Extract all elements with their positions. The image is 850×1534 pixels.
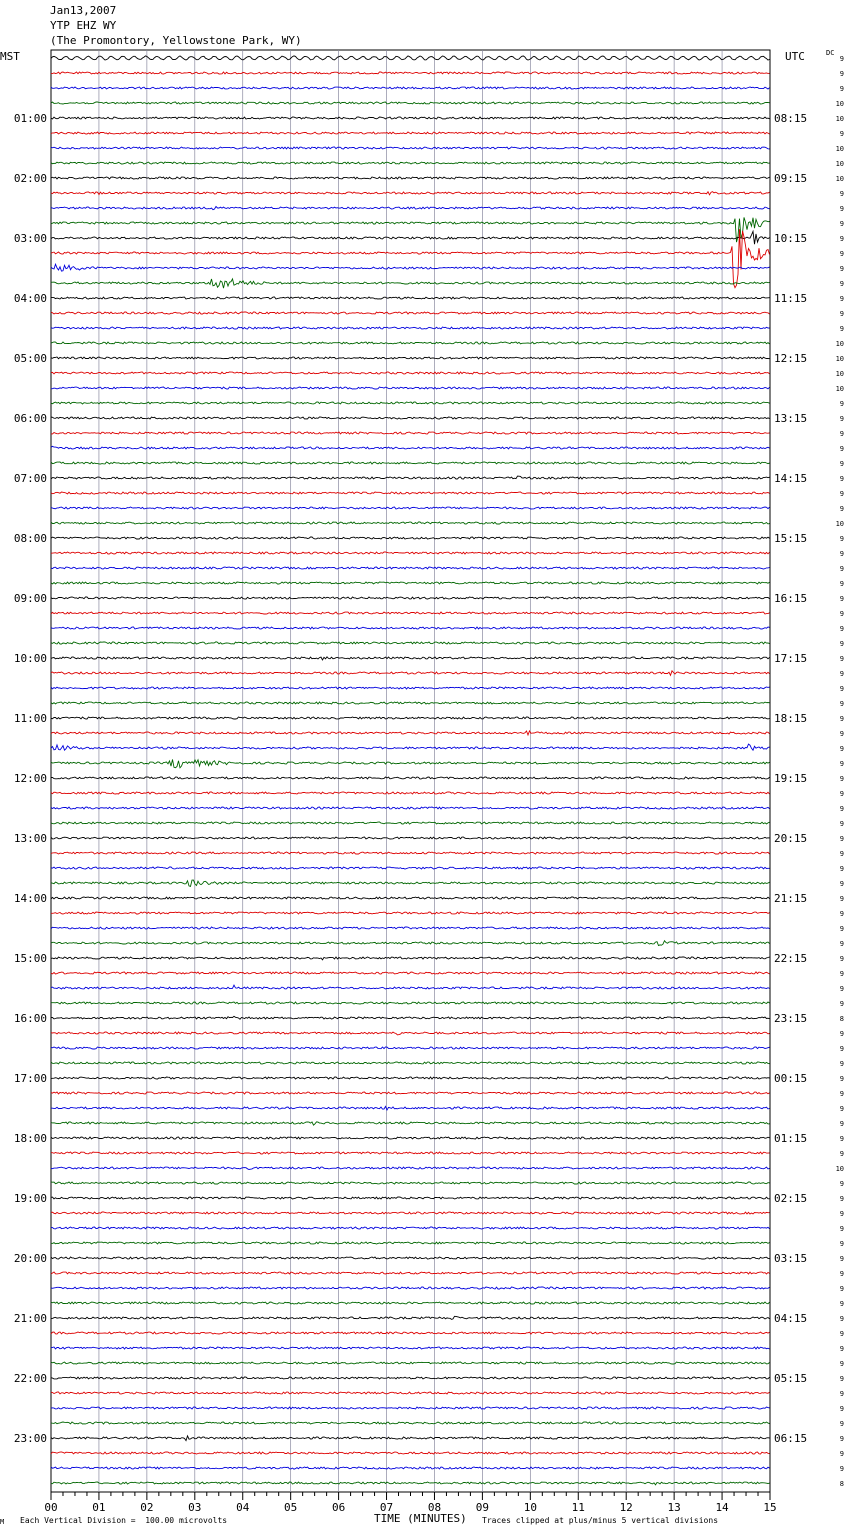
dc-offset-value: 9 bbox=[839, 1330, 844, 1338]
dc-offset-value: 9 bbox=[839, 265, 844, 273]
dc-offset-value: 9 bbox=[839, 790, 844, 798]
dc-offset-value: 9 bbox=[839, 610, 844, 618]
dc-offset-value: 9 bbox=[839, 1075, 844, 1083]
dc-offset-value: 9 bbox=[839, 1180, 844, 1188]
seismic-trace bbox=[51, 760, 770, 768]
dc-offset-value: 9 bbox=[839, 565, 844, 573]
dc-offset-value: 9 bbox=[839, 250, 844, 258]
seismic-trace bbox=[51, 822, 770, 824]
seismic-trace bbox=[51, 297, 770, 299]
seismic-trace bbox=[51, 327, 770, 329]
left-time-label: 05:00 bbox=[13, 352, 47, 365]
dc-offset-value: 9 bbox=[839, 760, 844, 768]
seismic-trace bbox=[51, 537, 770, 539]
plot-date: Jan13,2007 bbox=[50, 4, 117, 17]
dc-offset-value: 9 bbox=[839, 130, 844, 138]
right-time-label: 16:15 bbox=[774, 592, 808, 605]
dc-offset-value: 9 bbox=[839, 1285, 844, 1293]
seismic-trace bbox=[51, 1362, 770, 1364]
dc-offset-value: 9 bbox=[839, 1195, 844, 1203]
x-tick-label: 13 bbox=[667, 1501, 681, 1514]
dc-offset-value: 9 bbox=[839, 85, 844, 93]
left-time-label: 09:00 bbox=[13, 592, 47, 605]
seismic-trace bbox=[51, 476, 770, 479]
seismic-trace bbox=[51, 744, 770, 750]
right-time-label: 04:15 bbox=[774, 1312, 808, 1325]
seismic-trace bbox=[51, 867, 770, 869]
corner-mark: M bbox=[0, 1518, 5, 1526]
seismic-trace bbox=[51, 777, 770, 779]
left-time-label: 10:00 bbox=[13, 652, 47, 665]
dc-offset-value: 9 bbox=[839, 535, 844, 543]
seismic-trace bbox=[51, 117, 770, 119]
seismic-trace bbox=[51, 1392, 770, 1394]
dc-offset-value: 9 bbox=[839, 850, 844, 858]
seismic-trace bbox=[51, 1152, 770, 1154]
seismic-trace bbox=[51, 1467, 770, 1469]
dc-offset-value: 9 bbox=[839, 955, 844, 963]
seismic-trace bbox=[51, 1137, 770, 1139]
dc-offset-value: 9 bbox=[839, 190, 844, 198]
seismic-trace bbox=[51, 1197, 770, 1199]
seismic-trace bbox=[51, 312, 770, 314]
seismic-trace bbox=[51, 941, 770, 946]
dc-offset-value: 9 bbox=[839, 1405, 844, 1413]
seismic-trace bbox=[51, 507, 770, 509]
dc-offset-value: 9 bbox=[839, 1390, 844, 1398]
dc-offset-value: 9 bbox=[839, 505, 844, 513]
dc-header-label: DC bbox=[826, 49, 835, 57]
dc-offset-value: 9 bbox=[839, 550, 844, 558]
dc-offset-value: 10 bbox=[835, 370, 844, 378]
dc-offset-value: 9 bbox=[839, 1375, 844, 1383]
dc-offset-value: 9 bbox=[839, 835, 844, 843]
dc-offset-value: 10 bbox=[835, 1165, 844, 1173]
seismic-trace bbox=[51, 657, 770, 660]
seismic-trace bbox=[51, 132, 770, 134]
x-tick-label: 02 bbox=[140, 1501, 154, 1514]
dc-offset-value: 9 bbox=[839, 1225, 844, 1233]
seismic-trace bbox=[51, 972, 770, 974]
seismic-trace bbox=[51, 582, 770, 584]
dc-offset-value: 9 bbox=[839, 715, 844, 723]
seismic-trace bbox=[51, 612, 770, 614]
dc-offset-value: 9 bbox=[839, 880, 844, 888]
seismic-trace bbox=[51, 1422, 770, 1424]
seismic-trace bbox=[51, 192, 770, 195]
left-time-label: 15:00 bbox=[13, 952, 47, 965]
right-time-label: 06:15 bbox=[774, 1432, 808, 1445]
seismic-trace bbox=[51, 1122, 770, 1125]
x-tick-label: 15 bbox=[763, 1501, 777, 1514]
dc-offset-value: 9 bbox=[839, 1105, 844, 1113]
seismic-trace bbox=[51, 1092, 770, 1094]
seismic-trace bbox=[51, 642, 770, 644]
seismic-trace bbox=[51, 387, 770, 389]
seismic-trace bbox=[51, 687, 770, 689]
seismic-trace bbox=[51, 1482, 770, 1485]
seismic-trace bbox=[51, 162, 770, 164]
x-tick-label: 05 bbox=[284, 1501, 298, 1514]
seismic-trace bbox=[51, 717, 770, 719]
seismic-trace bbox=[51, 1332, 770, 1334]
seismic-trace bbox=[51, 897, 770, 899]
dc-offset-value: 9 bbox=[839, 670, 844, 678]
dc-offset-value: 9 bbox=[839, 235, 844, 243]
seismic-trace bbox=[51, 492, 770, 494]
seismic-trace bbox=[51, 147, 770, 149]
seismic-trace bbox=[51, 432, 770, 434]
seismic-trace bbox=[51, 957, 770, 960]
right-time-label: 13:15 bbox=[774, 412, 808, 425]
scale-note: Each Vertical Division = 100.00 microvolts bbox=[20, 1516, 228, 1525]
seismic-trace bbox=[51, 627, 770, 629]
right-time-label: 18:15 bbox=[774, 712, 808, 725]
dc-offset-value: 9 bbox=[839, 805, 844, 813]
dc-offset-value: 10 bbox=[835, 100, 844, 108]
seismic-trace bbox=[51, 702, 770, 704]
dc-offset-value: 9 bbox=[839, 700, 844, 708]
dc-offset-value: 9 bbox=[839, 430, 844, 438]
seismic-trace bbox=[51, 417, 770, 419]
seismic-trace bbox=[51, 522, 770, 524]
dc-offset-value: 9 bbox=[839, 1060, 844, 1068]
dc-offset-value: 9 bbox=[839, 685, 844, 693]
seismic-trace bbox=[51, 985, 770, 989]
dc-offset-value: 9 bbox=[839, 1270, 844, 1278]
dc-offset-value: 9 bbox=[839, 415, 844, 423]
seismic-trace bbox=[51, 177, 770, 179]
left-time-label: 16:00 bbox=[13, 1012, 47, 1025]
left-time-label: 12:00 bbox=[13, 772, 47, 785]
seismic-trace bbox=[51, 880, 770, 886]
seismic-trace bbox=[51, 1257, 770, 1259]
x-tick-label: 03 bbox=[188, 1501, 202, 1514]
seismic-trace bbox=[51, 1377, 770, 1379]
left-time-label: 20:00 bbox=[13, 1252, 47, 1265]
seismic-trace bbox=[51, 1106, 770, 1110]
dc-offset-value: 9 bbox=[839, 1090, 844, 1098]
seismic-trace bbox=[51, 279, 770, 288]
dc-offset-value: 10 bbox=[835, 340, 844, 348]
x-axis-title: TIME (MINUTES) bbox=[374, 1512, 467, 1525]
dc-offset-value: 9 bbox=[839, 820, 844, 828]
dc-offset-value: 9 bbox=[839, 445, 844, 453]
dc-offset-value: 9 bbox=[839, 1300, 844, 1308]
dc-offset-value: 9 bbox=[839, 295, 844, 303]
seismic-trace bbox=[51, 1347, 770, 1349]
right-time-label: 14:15 bbox=[774, 472, 808, 485]
left-time-label: 02:00 bbox=[13, 172, 47, 185]
seismic-trace bbox=[51, 852, 770, 854]
dc-offset-value: 9 bbox=[839, 1360, 844, 1368]
seismic-trace bbox=[51, 1452, 770, 1454]
dc-offset-value: 9 bbox=[839, 910, 844, 918]
right-time-label: 21:15 bbox=[774, 892, 808, 905]
dc-offset-value: 9 bbox=[839, 940, 844, 948]
seismic-trace bbox=[51, 372, 770, 374]
dc-offset-value: 10 bbox=[835, 520, 844, 528]
seismic-trace bbox=[51, 264, 770, 271]
dc-offset-value: 9 bbox=[839, 640, 844, 648]
left-time-label: 14:00 bbox=[13, 892, 47, 905]
seismic-trace bbox=[51, 792, 770, 794]
seismic-trace bbox=[51, 1167, 770, 1170]
right-time-label: 15:15 bbox=[774, 532, 808, 545]
seismic-trace bbox=[51, 342, 770, 344]
dc-offset-value: 9 bbox=[839, 1210, 844, 1218]
seismic-trace bbox=[51, 927, 770, 929]
dc-offset-value: 9 bbox=[839, 205, 844, 213]
seismic-trace bbox=[51, 1182, 770, 1184]
right-time-label: 23:15 bbox=[774, 1012, 808, 1025]
left-time-label: 06:00 bbox=[13, 412, 47, 425]
seismic-trace bbox=[51, 1316, 770, 1319]
seismic-trace bbox=[51, 1002, 770, 1004]
dc-offset-value: 9 bbox=[839, 325, 844, 333]
seismic-trace bbox=[51, 1407, 770, 1409]
x-tick-label: 10 bbox=[523, 1501, 537, 1514]
seismic-trace bbox=[51, 462, 770, 464]
dc-offset-value: 9 bbox=[839, 925, 844, 933]
left-time-label: 01:00 bbox=[13, 112, 47, 125]
right-time-label: 12:15 bbox=[774, 352, 808, 365]
left-time-label: 08:00 bbox=[13, 532, 47, 545]
seismic-trace bbox=[51, 1227, 770, 1229]
clip-note: Traces clipped at plus/minus 5 vertical divisions bbox=[482, 1516, 719, 1525]
right-time-label: 05:15 bbox=[774, 1372, 808, 1385]
left-time-label: 23:00 bbox=[13, 1432, 47, 1445]
dc-offset-value: 9 bbox=[839, 1465, 844, 1473]
seismic-trace bbox=[51, 1062, 770, 1064]
left-time-label: 22:00 bbox=[13, 1372, 47, 1385]
seismic-trace bbox=[51, 1436, 770, 1441]
seismic-trace bbox=[51, 402, 770, 404]
dc-offset-value: 9 bbox=[839, 730, 844, 738]
seismic-trace bbox=[51, 1302, 770, 1304]
seismic-trace bbox=[51, 102, 770, 104]
seismic-trace bbox=[51, 1212, 770, 1214]
dc-offset-value: 9 bbox=[839, 310, 844, 318]
dc-offset-value: 9 bbox=[839, 865, 844, 873]
seismic-trace bbox=[51, 837, 770, 839]
seismic-trace bbox=[51, 1016, 770, 1019]
seismic-trace bbox=[51, 72, 770, 74]
seismic-trace bbox=[51, 671, 770, 676]
station-location: (The Promontory, Yellowstone Park, WY) bbox=[50, 34, 302, 47]
seismic-trace bbox=[51, 207, 770, 210]
x-tick-label: 00 bbox=[44, 1501, 58, 1514]
left-time-label: 07:00 bbox=[13, 472, 47, 485]
dc-offset-value: 10 bbox=[835, 145, 844, 153]
seismic-trace bbox=[51, 912, 770, 914]
dc-offset-value: 9 bbox=[839, 1000, 844, 1008]
dc-offset-value: 9 bbox=[839, 985, 844, 993]
seismic-trace bbox=[51, 1272, 770, 1274]
dc-offset-value: 9 bbox=[839, 1315, 844, 1323]
right-time-label: 02:15 bbox=[774, 1192, 808, 1205]
seismic-trace bbox=[51, 56, 770, 60]
dc-offset-value: 9 bbox=[839, 460, 844, 468]
dc-offset-value: 10 bbox=[835, 160, 844, 168]
x-tick-label: 07 bbox=[379, 1501, 394, 1514]
seismic-trace bbox=[51, 87, 770, 89]
dc-offset-value: 9 bbox=[839, 655, 844, 663]
dc-offset-value: 10 bbox=[835, 115, 844, 123]
dc-offset-value: 9 bbox=[839, 970, 844, 978]
dc-offset-value: 9 bbox=[839, 1045, 844, 1053]
dc-offset-value: 9 bbox=[839, 895, 844, 903]
dc-offset-value: 10 bbox=[835, 385, 844, 393]
x-tick-label: 12 bbox=[619, 1501, 633, 1514]
dc-offset-value: 9 bbox=[839, 775, 844, 783]
plot-frame bbox=[51, 50, 770, 1492]
dc-offset-value: 9 bbox=[839, 55, 844, 63]
right-time-label: 22:15 bbox=[774, 952, 808, 965]
left-timezone-label: MST bbox=[0, 50, 20, 63]
seismic-trace bbox=[51, 1032, 770, 1035]
dc-offset-value: 9 bbox=[839, 1450, 844, 1458]
x-tick-label: 11 bbox=[571, 1501, 585, 1514]
dc-offset-value: 9 bbox=[839, 1120, 844, 1128]
dc-offset-value: 8 bbox=[839, 1015, 844, 1023]
left-time-label: 13:00 bbox=[13, 832, 47, 845]
seismic-trace bbox=[51, 357, 770, 359]
seismic-trace bbox=[51, 552, 770, 554]
x-tick-label: 04 bbox=[236, 1501, 250, 1514]
x-tick-label: 06 bbox=[331, 1501, 346, 1514]
dc-offset-value: 10 bbox=[835, 355, 844, 363]
x-tick-label: 08 bbox=[427, 1501, 442, 1514]
dc-offset-value: 10 bbox=[835, 175, 844, 183]
seismic-trace bbox=[51, 731, 770, 735]
right-time-label: 10:15 bbox=[774, 232, 808, 245]
dc-offset-value: 9 bbox=[839, 1150, 844, 1158]
right-time-label: 09:15 bbox=[774, 172, 808, 185]
dc-offset-value: 9 bbox=[839, 745, 844, 753]
dc-offset-value: 9 bbox=[839, 280, 844, 288]
right-time-label: 19:15 bbox=[774, 772, 808, 785]
x-tick-label: 09 bbox=[475, 1501, 490, 1514]
seismic-trace bbox=[51, 1287, 770, 1289]
dc-offset-value: 9 bbox=[839, 1435, 844, 1443]
dc-offset-value: 9 bbox=[839, 490, 844, 498]
dc-offset-value: 9 bbox=[839, 1240, 844, 1248]
dc-offset-value: 9 bbox=[839, 625, 844, 633]
left-time-label: 19:00 bbox=[13, 1192, 47, 1205]
dc-offset-value: 9 bbox=[839, 475, 844, 483]
dc-offset-value: 9 bbox=[839, 595, 844, 603]
dc-offset-value: 9 bbox=[839, 1420, 844, 1428]
left-time-label: 21:00 bbox=[13, 1312, 47, 1325]
left-time-label: 18:00 bbox=[13, 1132, 47, 1145]
seismic-trace bbox=[51, 231, 770, 244]
dc-offset-value: 9 bbox=[839, 1135, 844, 1143]
dc-offset-value: 9 bbox=[839, 580, 844, 588]
dc-offset-value: 9 bbox=[839, 220, 844, 228]
left-time-label: 11:00 bbox=[13, 712, 47, 725]
seismic-trace bbox=[51, 1047, 770, 1049]
seismic-trace bbox=[51, 807, 770, 809]
right-time-label: 17:15 bbox=[774, 652, 808, 665]
right-time-label: 11:15 bbox=[774, 292, 808, 305]
x-tick-label: 01 bbox=[92, 1501, 106, 1514]
station-code: YTP EHZ WY bbox=[50, 19, 117, 32]
x-tick-label: 14 bbox=[715, 1501, 729, 1514]
right-time-label: 03:15 bbox=[774, 1252, 808, 1265]
left-time-label: 04:00 bbox=[13, 292, 47, 305]
seismic-trace bbox=[51, 446, 770, 449]
dc-offset-value: 9 bbox=[839, 400, 844, 408]
right-time-label: 00:15 bbox=[774, 1072, 808, 1085]
right-time-label: 01:15 bbox=[774, 1132, 808, 1145]
right-timezone-label: UTC bbox=[785, 50, 805, 63]
dc-offset-value: 8 bbox=[839, 1480, 844, 1488]
right-time-label: 20:15 bbox=[774, 832, 808, 845]
seismic-trace bbox=[51, 597, 770, 599]
right-time-label: 08:15 bbox=[774, 112, 808, 125]
seismic-trace bbox=[51, 567, 770, 569]
left-time-label: 03:00 bbox=[13, 232, 47, 245]
left-time-label: 17:00 bbox=[13, 1072, 47, 1085]
dc-offset-value: 9 bbox=[839, 1345, 844, 1353]
seismic-trace bbox=[51, 1077, 770, 1079]
dc-offset-value: 9 bbox=[839, 70, 844, 78]
dc-offset-value: 9 bbox=[839, 1030, 844, 1038]
seismic-trace bbox=[51, 1242, 770, 1244]
dc-offset-value: 9 bbox=[839, 1255, 844, 1263]
